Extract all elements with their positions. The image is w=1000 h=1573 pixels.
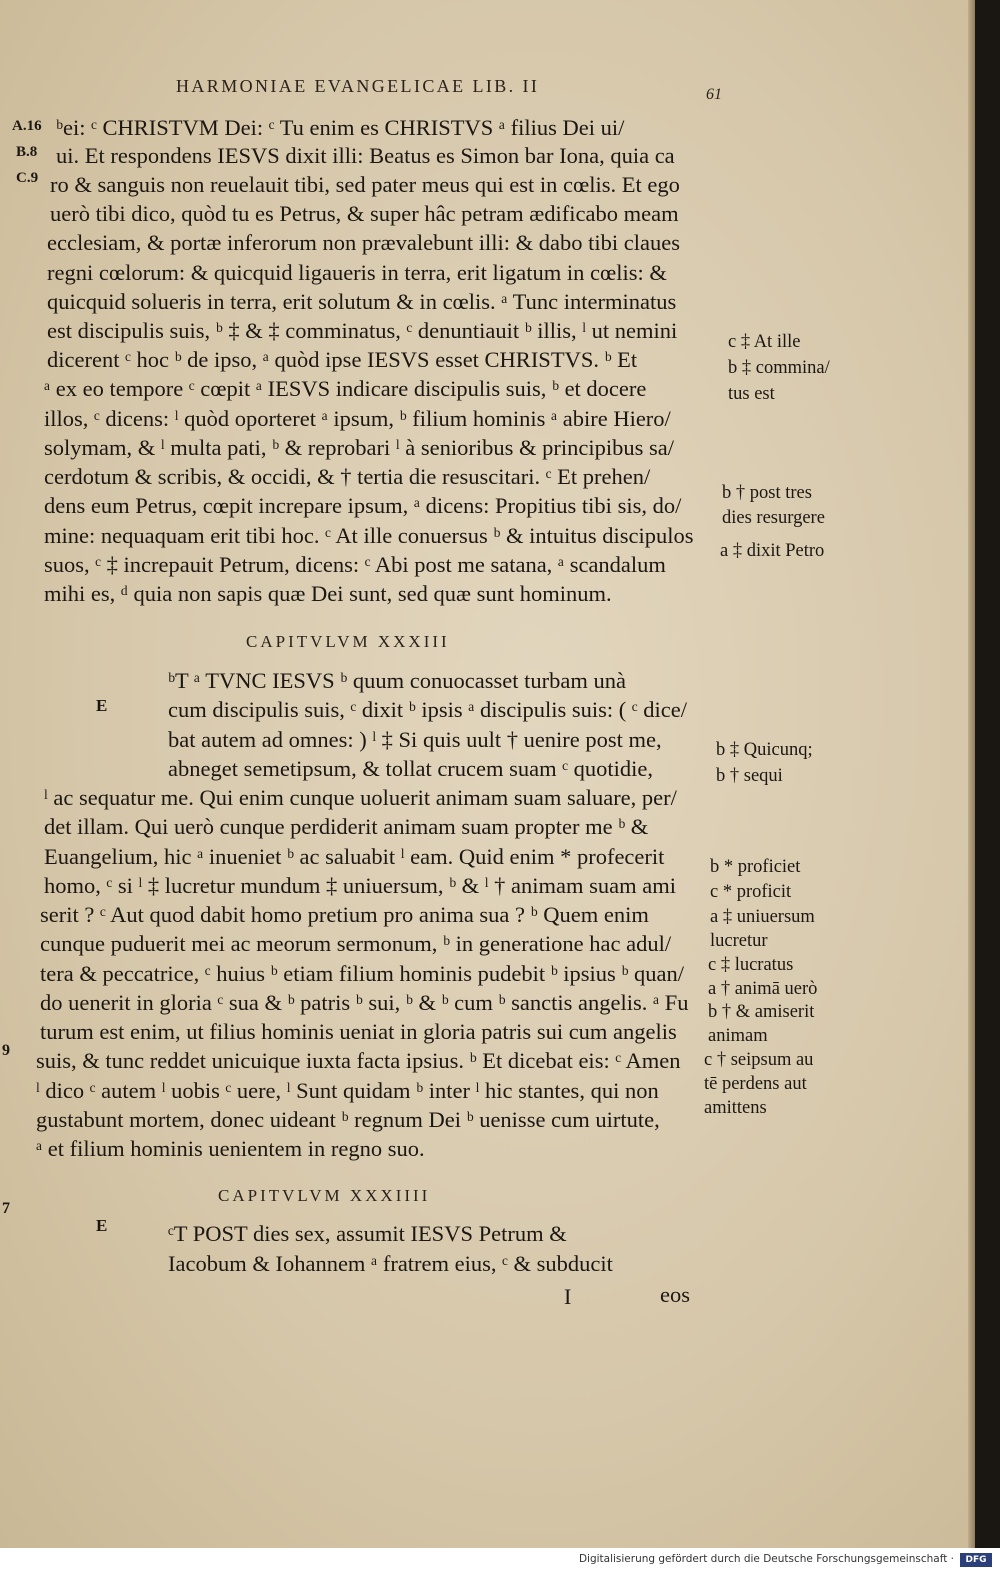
text-line: ˡ ac sequatur me. Qui enim cunque uoluerit animam suam saluare, per/ <box>44 785 677 810</box>
page-number: 61 <box>706 86 722 103</box>
text-line: ecclesiam, & portæ inferorum non prævalebunt illi: & dabo tibi claues <box>47 230 680 255</box>
margin-note: c * proficit <box>710 882 792 902</box>
text-line: Euangelium, hic ᵃ inueniet ᵇ ac saluabit ˡ eam. Quid enim * profecerit <box>44 844 665 869</box>
text-line: det illam. Qui uerò cunque perdiderit animam suam propter me ᵇ & <box>44 814 649 839</box>
margin-note: c ‡ At ille <box>728 332 801 352</box>
margin-note: amittens <box>704 1098 767 1118</box>
chapter-heading: CAPITVLVM XXXIII <box>246 632 450 651</box>
funding-notice: Digitalisierung gefördert durch die Deutsche Forschungsgemeinschaft · <box>578 1553 954 1565</box>
text-line: serit ? ᶜ Aut quod dabit homo pretium pro anima sua ? ᵇ Quem enim <box>40 902 649 927</box>
text-line: abneget semetipsum, & tollat crucem suam ᶜ quotidie, <box>168 756 654 781</box>
margin-ref: E <box>96 696 108 715</box>
text-line: homo, ᶜ si ˡ ‡ lucretur mundum ‡ uniuersum, ᵇ & ˡ † animam suam ami <box>44 873 676 898</box>
signature-mark: I <box>564 1284 572 1309</box>
text-line: uerò tibi dico, quòd tu es Petrus, & super hâc petram ædificabo meam <box>50 201 679 226</box>
text-line: suos, ᶜ ‡ increpauit Petrum, dicens: ᶜ Abi post me satana, ᵃ scandalum <box>44 552 666 577</box>
margin-note: b † & amiserit <box>708 1002 815 1022</box>
text-line: regni cœlorum: & quicquid ligaueris in terra, erit ligatum in cœlis: & <box>47 260 667 285</box>
text-line: ᵇei: ᶜ CHRISTVM Dei: ᶜ Tu enim es CHRISTVS ᵃ filius Dei ui/ <box>56 115 625 140</box>
text-line: gustabunt mortem, donec uideant ᵇ regnum Dei ᵇ uenisse cum uirtute, <box>36 1107 660 1132</box>
margin-note: a ‡ uniuersum <box>710 907 815 927</box>
text-line: ui. Et respondens IESVS dixit illi: Beatus es Simon bar Iona, quia ca <box>56 143 675 168</box>
text-line: ᶜT POST dies sex, assumit IESVS Petrum & <box>168 1221 567 1246</box>
text-line: solymam, & ˡ multa pati, ᵇ & reprobari ˡ à senioribus & principibus sa/ <box>44 435 674 460</box>
margin-note: tus est <box>728 384 775 404</box>
running-head: HARMONIAE EVANGELICAE LIB. II <box>176 76 540 96</box>
text-line: do uenerit in gloria ᶜ sua & ᵇ patris ᵇ sui, ᵇ & ᵇ cum ᵇ sanctis angelis. ᵃ Fu <box>40 990 689 1015</box>
footer-bar <box>0 1548 1000 1573</box>
text-line: cum discipulis suis, ᶜ dixit ᵇ ipsis ᵃ discipulis suis: ( ᶜ dice/ <box>168 697 688 722</box>
text-line: suis, & tunc reddet unicuique iuxta facta ipsius. ᵇ Et dicebat eis: ᶜ Amen <box>36 1048 681 1073</box>
text-line: ᵃ ex eo tempore ᶜ cœpit ᵃ IESVS indicare discipulis suis, ᵇ et docere <box>44 376 647 401</box>
text-line: dens eum Petrus, cœpit increpare ipsum, ᵃ dicens: Propitius tibi sis, do/ <box>44 493 682 518</box>
text-line: est discipulis suis, ᵇ ‡ & ‡ comminatus, ᶜ denuntiauit ᵇ illis, ˡ ut nemini <box>47 318 678 343</box>
text-line: ᵃ et filium hominis uenientem in regno suo. <box>36 1136 425 1161</box>
catchword: eos <box>660 1282 690 1307</box>
margin-note: lucretur <box>710 931 768 951</box>
text-line: cerdotum & scribis, & occidi, & † tertia die resuscitari. ᶜ Et prehen/ <box>44 464 651 489</box>
margin-note: animam <box>708 1026 768 1046</box>
edge-mark: 7 <box>2 1200 10 1217</box>
margin-note: dies resurgere <box>722 508 825 528</box>
margin-note: c ‡ lucratus <box>708 955 794 975</box>
chapter-heading: CAPITVLVM XXXIIII <box>218 1186 431 1205</box>
text-line: bat autem ad omnes: ) ˡ ‡ Si quis uult † uenire post me, <box>168 727 662 752</box>
text-line: cunque puduerit mei ac meorum sermonum, ᵇ in generatione hac adul/ <box>40 931 672 956</box>
margin-note: c † seipsum au <box>704 1050 814 1070</box>
margin-note: b † post tres <box>722 483 812 503</box>
text-line: ro & sanguis non reuelauit tibi, sed pater meus qui est in cœlis. Et ego <box>50 172 680 197</box>
text-line: Iacobum & Iohannem ᵃ fratrem eius, ᶜ & subducit <box>168 1251 613 1276</box>
margin-note: a ‡ dixit Petro <box>720 541 825 561</box>
margin-ref: A.16 <box>12 118 42 134</box>
margin-note: a † animā uerò <box>708 979 818 999</box>
edge-mark: 9 <box>2 1042 10 1059</box>
margin-note: b * proficiet <box>710 857 801 877</box>
margin-ref: B.8 <box>16 144 38 160</box>
dfg-logo: DFG <box>960 1553 992 1567</box>
margin-note: b ‡ commina/ <box>728 358 830 378</box>
margin-ref: C.9 <box>16 170 39 186</box>
margin-note: b † sequi <box>716 766 783 786</box>
text-line: ᵇT ᵃ TVNC IESVS ᵇ quum conuocasset turbam unà <box>168 668 626 693</box>
text-line: tera & peccatrice, ᶜ huius ᵇ etiam filium hominis pudebit ᵇ ipsius ᵇ quan/ <box>40 961 685 986</box>
text-line: quicquid solueris in terra, erit solutum & in cœlis. ᵃ Tunc interminatus <box>47 289 677 314</box>
margin-note: tē perdens aut <box>704 1074 807 1094</box>
text-line: dicerent ᶜ hoc ᵇ de ipso, ᵃ quòd ipse IESVS esset CHRISTVS. ᵇ Et <box>47 347 638 372</box>
margin-note: b ‡ Quicunq; <box>716 740 813 760</box>
text-line: ˡ dico ᶜ autem ˡ uobis ᶜ uere, ˡ Sunt quidam ᵇ inter ˡ hic stantes, qui non <box>36 1078 659 1103</box>
text-line: turum est enim, ut filius hominis ueniat in gloria patris sui cum angelis <box>40 1019 677 1044</box>
margin-ref: E <box>96 1216 108 1235</box>
text-line: mihi es, ᵈ quia non sapis quæ Dei sunt, sed quæ sunt hominum. <box>44 581 612 606</box>
page-edge <box>968 0 975 1548</box>
text-line: mine: nequaquam erit tibi hoc. ᶜ At ille conuersus ᵇ & intuitus discipulos <box>44 523 694 548</box>
text-line: illos, ᶜ dicens: ˡ quòd oporteret ᵃ ipsum, ᵇ filium hominis ᵃ abire Hiero/ <box>44 406 671 431</box>
